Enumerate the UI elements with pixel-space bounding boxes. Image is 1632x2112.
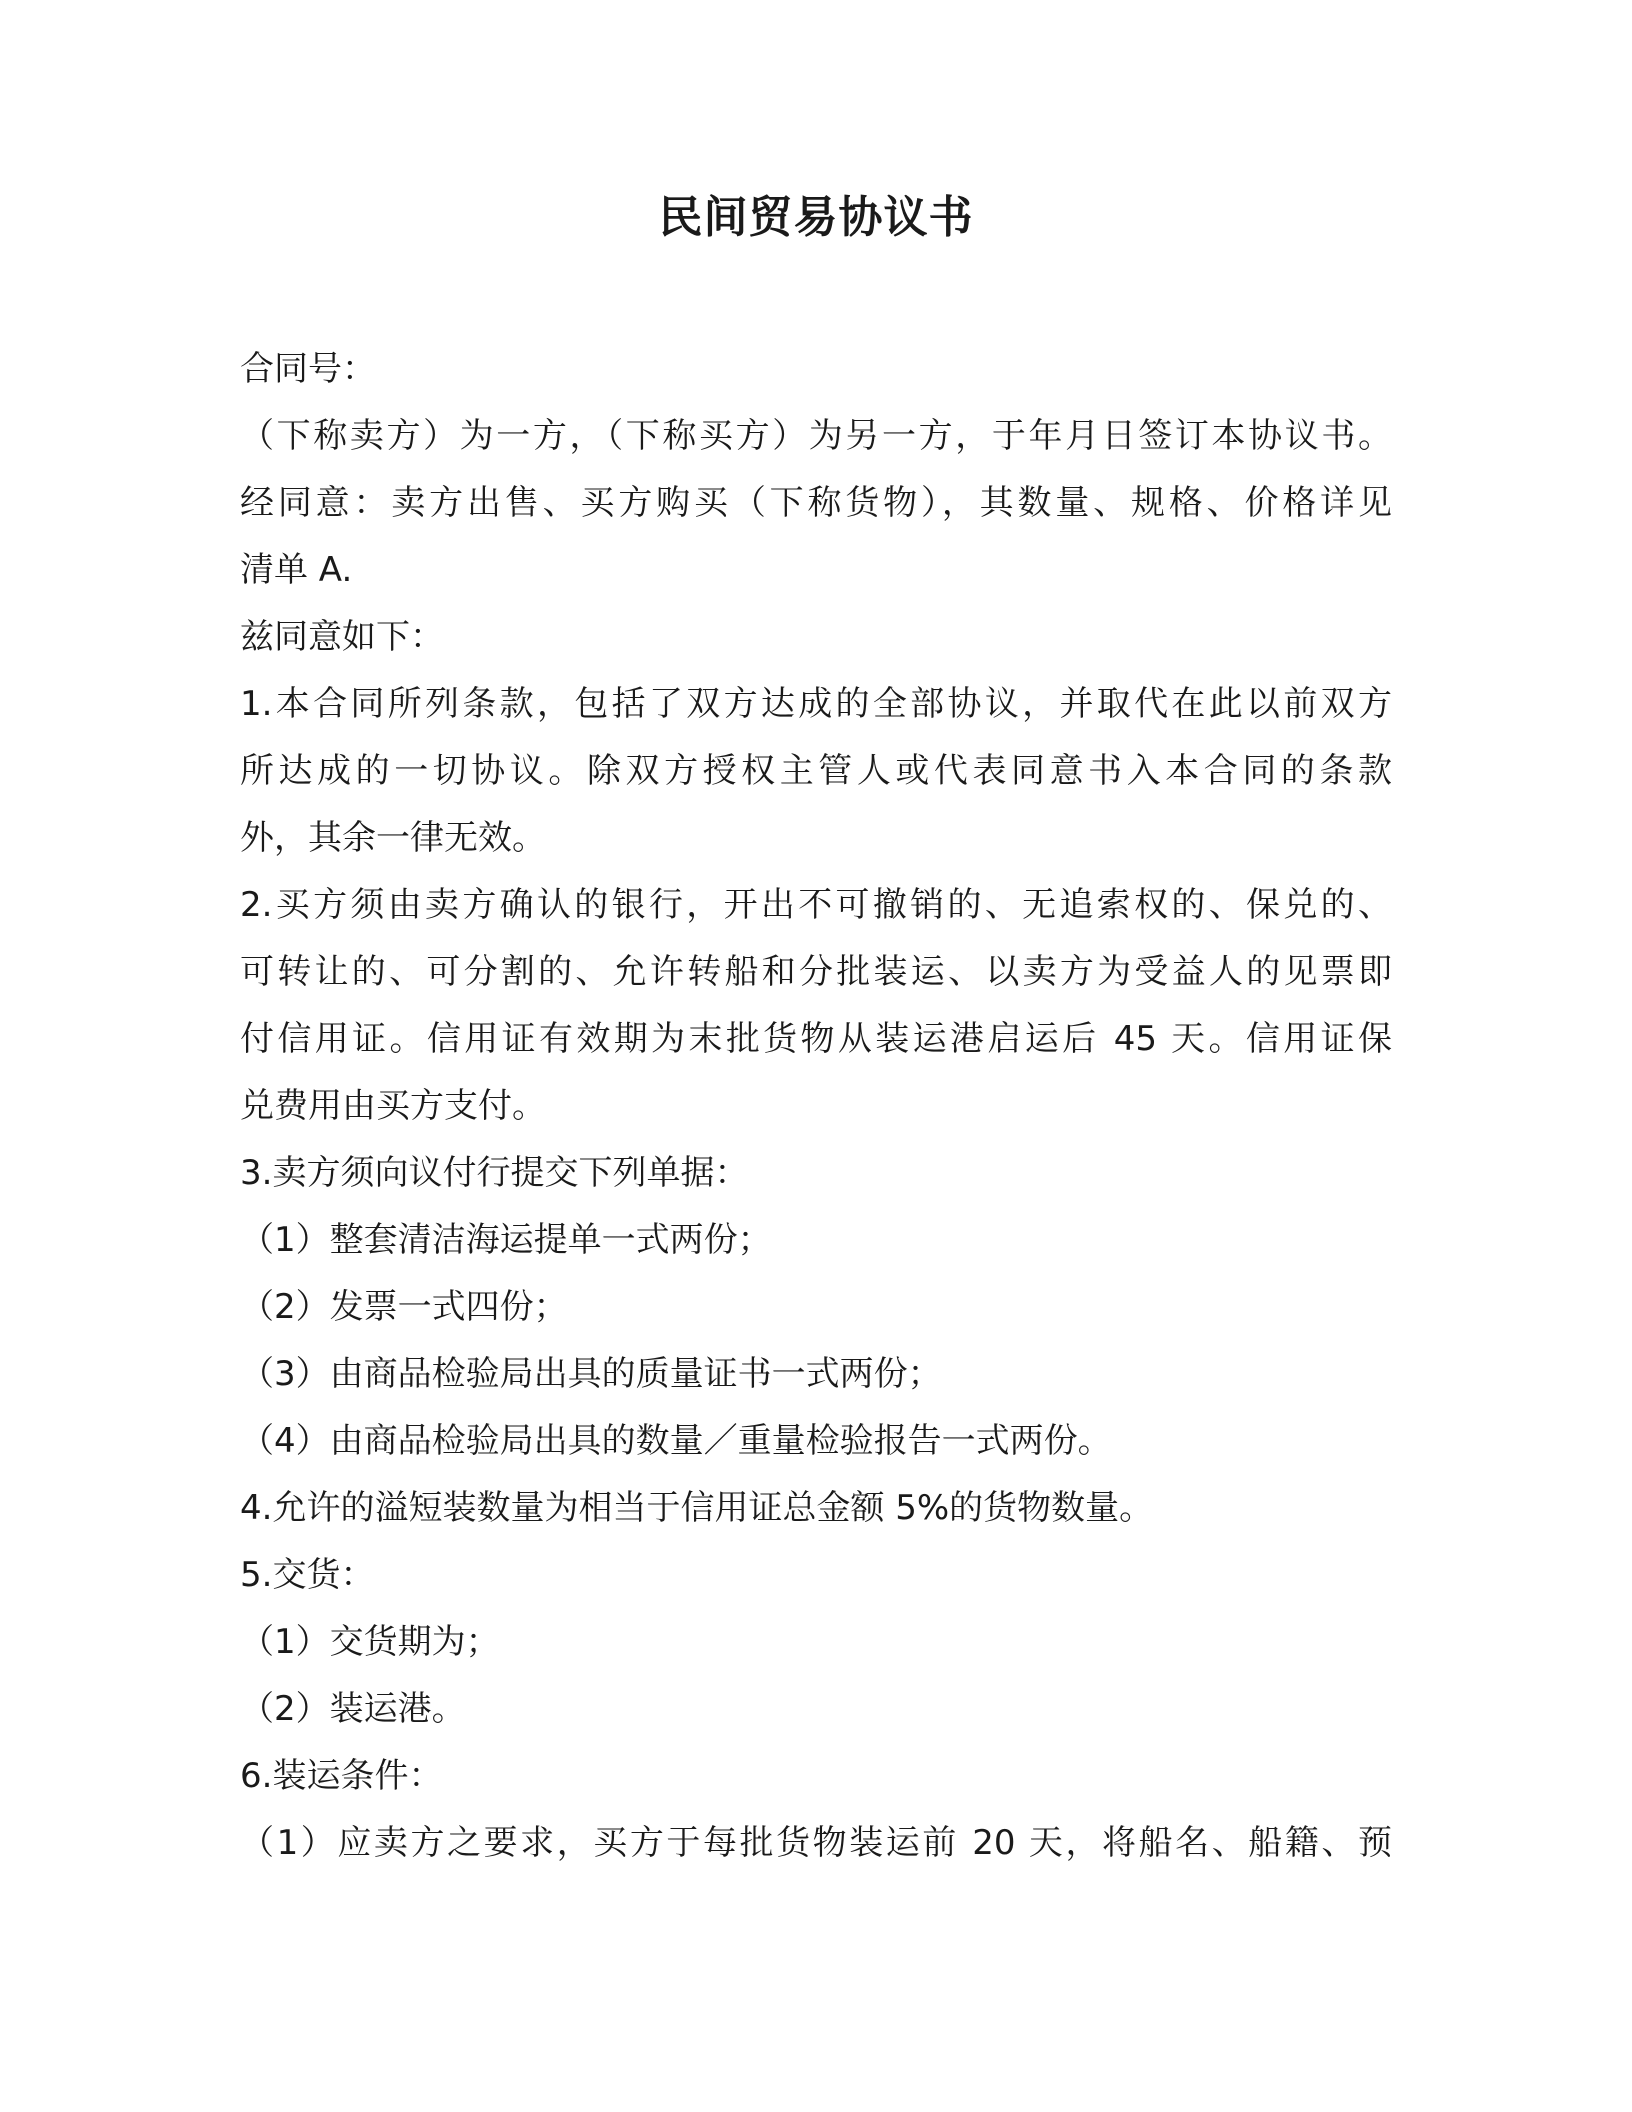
contract-number-line: 合同号： — [240, 349, 376, 389]
clause-1-line: 外，其余一律无效。 — [240, 818, 546, 858]
clause-5-item: （1）交货期为； — [240, 1622, 500, 1662]
clause-3-line: 3.卖方须向议付行提交下列单据： — [240, 1153, 749, 1193]
clause-3-item: （2）发票一式四份； — [240, 1287, 568, 1327]
section-heading-line: 兹同意如下： — [240, 617, 444, 657]
paragraph-line: （下称卖方）为一方，（下称买方）为另一方，于年月日签订本协议书。 — [240, 416, 1392, 456]
clause-1-line: 所达成的一切协议。除双方授权主管人或代表同意书入本合同的条款 — [240, 751, 1392, 791]
clause-6-item: （1）应卖方之要求，买方于每批货物装运前 20 天，将船名、船籍、预 — [240, 1823, 1392, 1863]
paragraph-line: 清单 A. — [240, 550, 353, 590]
clause-2-line: 兑费用由买方支付。 — [240, 1086, 546, 1126]
clause-2-line: 可转让的、可分割的、允许转船和分批装运、以卖方为受益人的见票即 — [240, 952, 1392, 992]
clause-5-item: （2）装运港。 — [240, 1689, 466, 1729]
clause-4-line: 4.允许的溢短装数量为相当于信用证总金额 5%的货物数量。 — [240, 1488, 1154, 1528]
clause-2-line: 付信用证。信用证有效期为末批货物从装运港启运后 45 天。信用证保 — [240, 1019, 1392, 1059]
clause-1-line: 1.本合同所列条款，包括了双方达成的全部协议，并取代在此以前双方 — [240, 684, 1392, 724]
clause-3-item: （1）整套清洁海运提单一式两份； — [240, 1220, 772, 1260]
document-title: 民间贸易协议书 — [658, 192, 974, 243]
document-body — [240, 336, 1392, 1877]
clause-3-item: （3）由商品检验局出具的质量证书一式两份； — [240, 1354, 942, 1394]
clause-6-line: 6.装运条件： — [240, 1756, 443, 1796]
clause-2-line: 2.买方须由卖方确认的银行，开出不可撤销的、无追索权的、保兑的、 — [240, 885, 1392, 925]
clause-5-line: 5.交货： — [240, 1555, 375, 1595]
clause-3-item: （4）由商品检验局出具的数量／重量检验报告一式两份。 — [240, 1421, 1112, 1461]
paragraph-line: 经同意：卖方出售、买方购买（下称货物），其数量、规格、价格详见 — [240, 483, 1392, 523]
